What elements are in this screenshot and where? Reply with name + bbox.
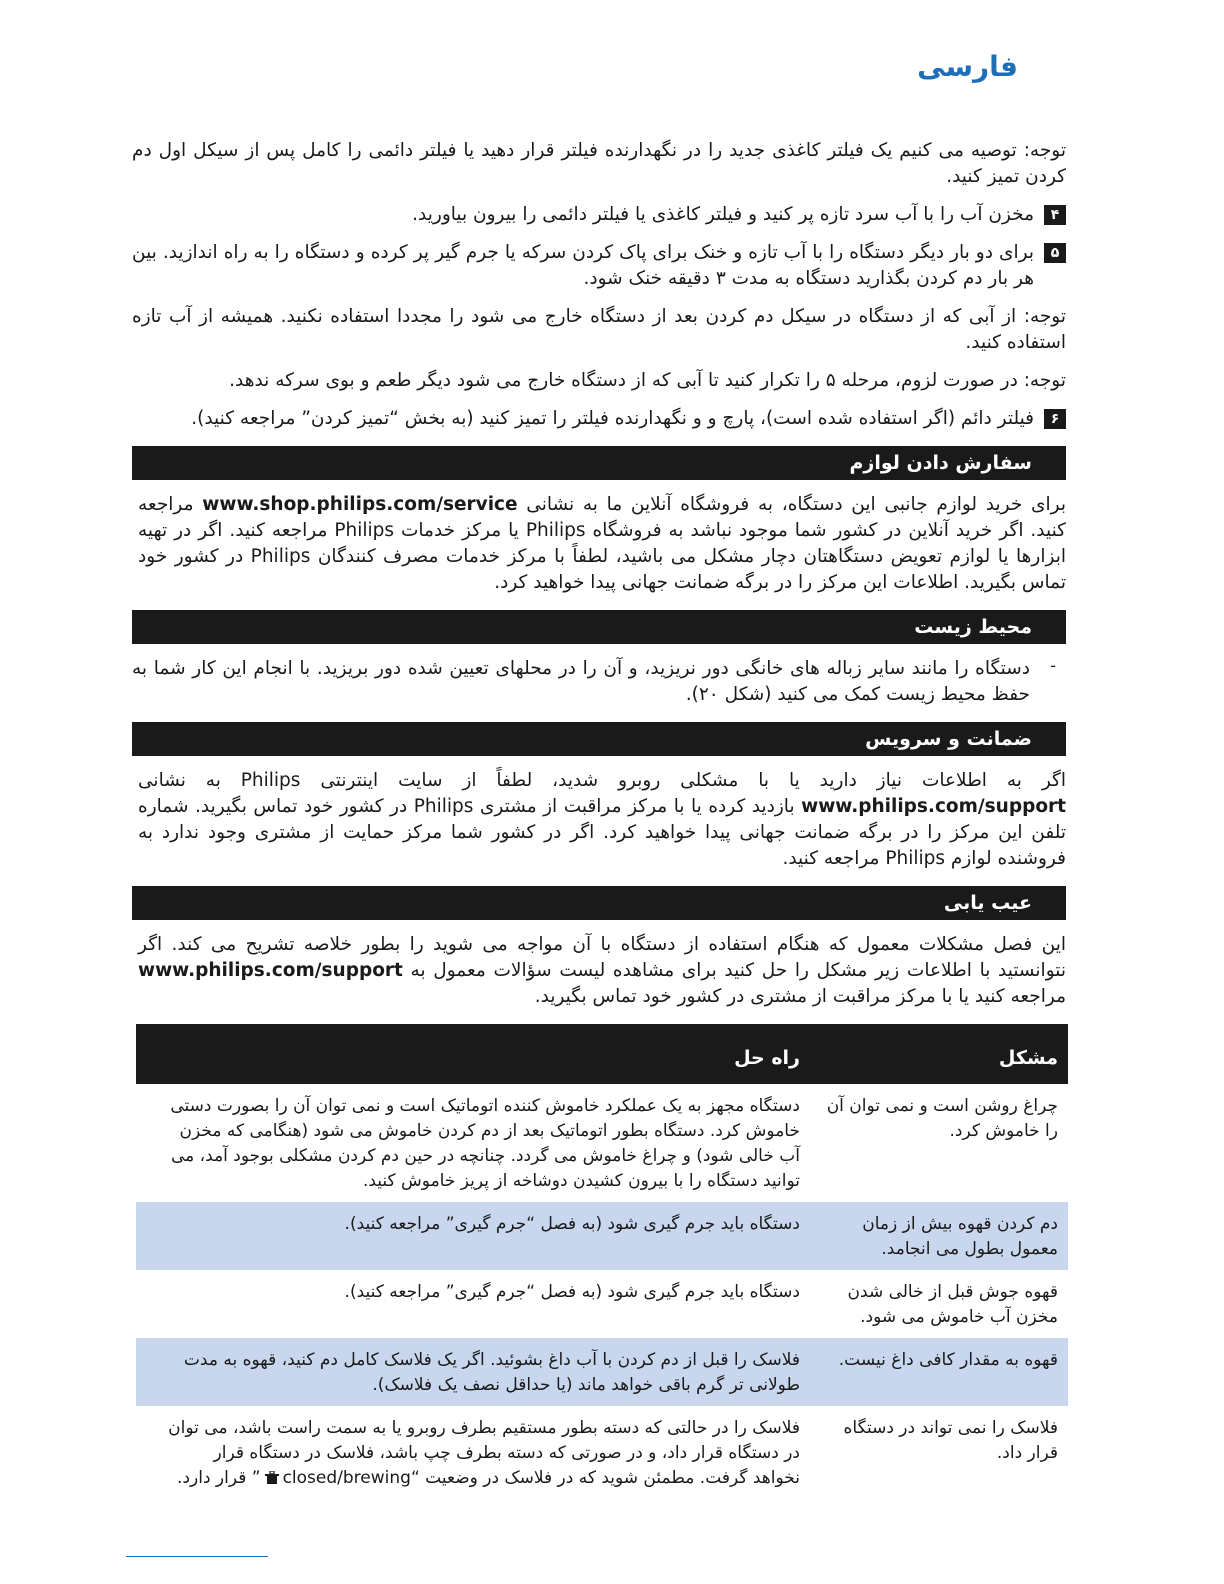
- note-new-filter: توجه: توصیه می کنیم یک فیلتر کاغذی جدید را در نگهدارنده فیلتر قرار دهید یا فیلتر دائمی را کامل پس از سیکل اول دم کردن تمیز کنید.: [132, 140, 1066, 187]
- note-repeat-step: توجه: در صورت لزوم، مرحله ۵ را تکرار کنید تا آبی که از دستگاه خارج می شود دیگر طعم و بوی سرکه ندهد.: [229, 370, 1066, 391]
- problem-cell: دم کردن قهوه بیش از زمان معمول بطول می انجامد.: [810, 1202, 1068, 1270]
- environment-item: [132, 656, 1056, 708]
- column-header-problem: مشکل: [810, 1024, 1068, 1084]
- table-row: [136, 1202, 1068, 1270]
- guarantee-text-start: اگر به اطلاعات نیاز دارید یا با مشکلی روبرو شدید، لطفاً از سایت اینترنتی Philips به نشانی: [138, 770, 1066, 791]
- section-heading-ordering: سفارش دادن لوازم: [132, 446, 1066, 480]
- step-text: مخزن آب را با آب سرد تازه پر کنید و فیلتر کاغذی یا فیلتر دائمی را بیرون بیاورید.: [412, 204, 1034, 225]
- problem-cell: قهوه به مقدار کافی داغ نیست.: [810, 1338, 1068, 1406]
- section-heading-environment: محیط زیست: [132, 610, 1066, 644]
- section-heading-guarantee: ضمانت و سرویس: [132, 722, 1066, 756]
- bullet-dash: -: [1050, 656, 1056, 675]
- problem-cell: قهوه جوش قبل از خالی شدن مخزن آب خاموش می شود.: [847, 1282, 1058, 1327]
- problem-cell: چراغ روشن است و نمی توان آن را خاموش کرد.: [826, 1096, 1058, 1141]
- table-row: [136, 1338, 1068, 1406]
- step-number: ۴: [1044, 205, 1066, 225]
- table-row: [136, 1084, 1068, 1202]
- solution-cell: دستگاه باید جرم گیری شود (به فصل “جرم گیری” مراجعه کنید).: [344, 1282, 800, 1302]
- table-header-row: [136, 1024, 1068, 1084]
- ordering-text-start: برای خرید لوازم جانبی این دستگاه، به فروشگاه آنلاین ما به نشانی: [517, 494, 1066, 515]
- problem-cell: فلاسک را نمی تواند در دستگاه قرار داد.: [843, 1418, 1058, 1463]
- guarantee-text-end: بازدید کرده یا با مرکز مراقبت از مشتری Philips در کشور خود تماس بگیرید. شماره تلفن این مرکز را در برگه ضمانت جهانی پیدا خواهید کرد. اگر در کشور شما مرکز حمایت از مشتری وجود ندارد به فروشنده لوازم Philips مراجعه کنید.: [138, 796, 1066, 869]
- content: [132, 138, 1066, 1501]
- solution-text-start: فلاسک را در حالتی که دسته بطور مستقیم بطرف روبرو یا به سمت راست باشد، می توان در دستگاه قرار داد، و در صورتی که دسته بطرف چپ باشد، فلاسک در دستگاه قرار نخواهد گرفت. مطمئن شوید که در فلاسک در وضعیت “: [168, 1418, 800, 1488]
- note-reuse-water: توجه: از آبی که از دستگاه در سیکل دم کردن بعد از دستگاه خارج می شود را مجددا استفاده نکنید. همیشه از آب تازه استفاده کنید.: [132, 306, 1066, 353]
- step-5: [132, 240, 1066, 292]
- step-6: [132, 406, 1066, 432]
- language-title: فارسی: [917, 50, 1018, 83]
- troubleshooting-table: [136, 1024, 1068, 1501]
- solution-text-end: ” قرار دارد.: [177, 1468, 261, 1488]
- shop-url-link[interactable]: www.shop.philips.com/service: [202, 494, 518, 515]
- environment-text: دستگاه را مانند سایر زباله های خانگی دور نریزید، و آن را در محلهای تعیین شده دور بریزید. با انجام این کار شما به حفظ محیط زیست کمک می کنید (شکل ۲۰).: [132, 658, 1030, 705]
- step-4: [132, 202, 1066, 228]
- solution-cell: دستگاه مجهز به یک عملکرد خاموش کننده اتوماتیک است و نمی توان آن را بصورت دستی خاموش کرد. دستگاه بطور اتوماتیک بعد از دم کردن خاموش می شود (هنگامی که مخزن آب خالی شود) و چراغ خاموش می گردد. چنانچه در حین دم کردن مشکلی بوجود آمد، می توانید دستگاه را با بیرون کشیدن دوشاخه از پریز خاموش کنید.: [170, 1096, 800, 1191]
- troubleshooting-intro: [132, 932, 1066, 1010]
- footer-rule: [126, 1556, 268, 1557]
- support-url-link[interactable]: www.philips.com/support: [138, 960, 403, 981]
- support-url-link[interactable]: www.philips.com/support: [801, 796, 1066, 817]
- section-heading-troubleshooting: عیب یابی: [132, 886, 1066, 920]
- solution-cell: فلاسک را قبل از دم کردن با آب داغ بشوئید. اگر یک فلاسک کامل دم کنید، قهوه به مدت طولانی تر گرم باقی خواهد ماند (یا حداقل نصف یک فلاسک).: [136, 1338, 810, 1406]
- step-text: فیلتر دائم (اگر استفاده شده است)، پارچ و و نگهدارنده فیلتر را تمیز کنید (به بخش “تمیز کردن” مراجعه کنید).: [191, 408, 1034, 429]
- table-row: [136, 1406, 1068, 1501]
- ordering-text-end: مراجعه کنید. اگر خرید آنلاین در کشور شما موجود نباشد به فروشگاه Philips یا مرکز خدمات Philips مراجعه کنید. اگر در تهیه ابزارها یا لوازم تعویض دستگاهتان دچار مشکل می باشید، لطفاً با مرکز خدمات مصرف کنندگان Philips در کشور خود تماس بگیرید. اطلاعات این مرکز را در برگه ضمانت جهانی پیدا خواهید کرد.: [138, 494, 1066, 593]
- solution-cell: دستگاه باید جرم گیری شود (به فصل “جرم گیری” مراجعه کنید).: [136, 1202, 810, 1270]
- troubleshooting-text-start: این فصل مشکلات معمول که هنگام استفاده از دستگاه با آن مواجه می شوید را بطور خلاصه تشریح می کند. اگر نتوانستید با اطلاعات زیر مشکل را حل کنید برای مشاهده لیست سؤالات معمول به: [138, 934, 1066, 981]
- troubleshooting-text-end: مراجعه کنید یا با مرکز مراقبت از مشتری در کشور خود تماس بگیرید.: [534, 986, 1066, 1007]
- solution-cell: [136, 1406, 810, 1501]
- status-closed-brewing: closed/brewing: [282, 1468, 411, 1488]
- step-text: برای دو بار دیگر دستگاه را با آب تازه و خنک برای پاک کردن سرکه یا جرم گیر پر کرده و دستگاه را به راه اندازید. بین هر بار دم کردن بگذارید دستگاه به مدت ۳ دقیقه خنک شود.: [132, 242, 1034, 289]
- ordering-text: [132, 492, 1066, 596]
- step-number: ۶: [1044, 409, 1066, 429]
- guarantee-text: [132, 768, 1066, 872]
- column-header-solution: راه حل: [136, 1024, 810, 1084]
- table-row: [136, 1270, 1068, 1338]
- step-number: ۵: [1044, 243, 1066, 263]
- closed-lid-icon: [264, 1468, 280, 1493]
